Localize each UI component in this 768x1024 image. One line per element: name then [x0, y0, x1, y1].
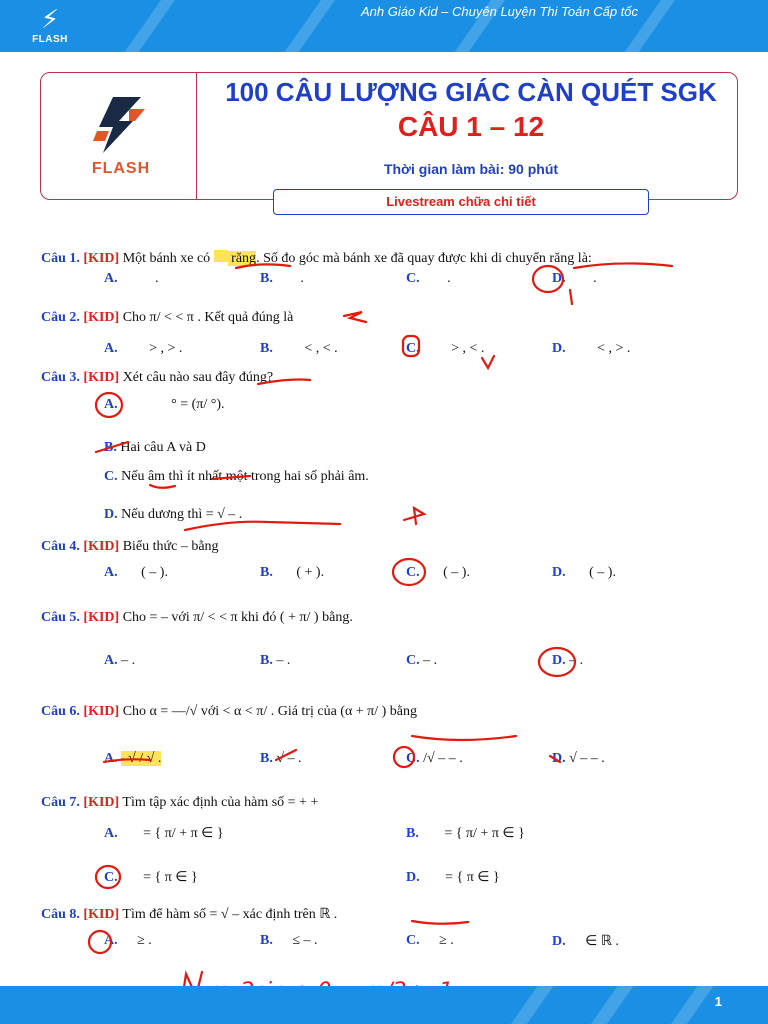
option-text: > , < .	[451, 341, 485, 356]
brand-logo	[81, 95, 161, 178]
option-letter: B.	[260, 565, 273, 580]
question-label: Câu 4.	[41, 539, 80, 554]
option-c[interactable]	[406, 565, 470, 581]
option-b[interactable]	[260, 341, 338, 357]
option-a[interactable]	[104, 565, 168, 581]
question-label: Câu 8.	[41, 907, 80, 922]
option-text: = { π ∈ }	[143, 870, 198, 885]
option-text: ° = (π/ °).	[171, 397, 225, 412]
option-a[interactable]	[104, 653, 135, 669]
option-letter: D.	[552, 341, 566, 356]
option-text: √ – .	[276, 751, 302, 766]
question-5	[41, 610, 353, 626]
document-subtitle: CÂU 1 – 12	[397, 111, 545, 142]
option-letter: D.	[552, 271, 566, 286]
option-b[interactable]	[406, 825, 525, 842]
question-text: . Số đo góc mà bánh xe đã quay được khi di chuyển răng là:	[256, 251, 592, 266]
kid-tag: [KID]	[83, 539, 120, 554]
option-a[interactable]	[104, 751, 161, 767]
option-text: Hai câu A và D	[116, 440, 206, 455]
option-text: .	[447, 271, 451, 286]
option-b[interactable]	[104, 440, 206, 456]
option-text: < , > .	[597, 341, 631, 356]
question-7	[41, 795, 318, 811]
page-number: 1	[714, 994, 722, 1009]
question-label: Câu 2.	[41, 310, 80, 325]
livestream-link[interactable]: Livestream chữa chi tiết	[273, 189, 649, 215]
question-8	[41, 906, 337, 923]
question-text: Một bánh xe có	[119, 251, 214, 266]
option-letter: C.	[104, 870, 118, 885]
option-text: .	[593, 271, 597, 286]
kid-tag: [KID]	[83, 795, 120, 810]
option-d[interactable]	[552, 271, 597, 287]
option-text: ( + ).	[296, 565, 325, 580]
option-letter: B.	[104, 440, 117, 455]
flash-bolt-icon	[89, 95, 153, 155]
kid-tag: [KID]	[83, 704, 120, 719]
question-text: Cho π/ < < π . Kết quả đúng là	[119, 310, 294, 325]
lightning-icon: ⚡	[40, 5, 60, 35]
question-text: Tìm tập xác định của hàm số = + +	[119, 795, 319, 810]
question-text: Cho α = —/√ với < α < π/ . Giá trị của (α + π/ ) bằng	[119, 704, 418, 719]
option-letter: A.	[104, 826, 118, 841]
question-4	[41, 539, 219, 555]
option-letter: B.	[406, 826, 419, 841]
kid-tag: [KID]	[83, 610, 120, 625]
option-text: ∈ ℝ .	[585, 934, 619, 949]
option-d[interactable]	[552, 653, 583, 669]
kid-tag: [KID]	[83, 370, 120, 385]
option-letter: B.	[260, 271, 273, 286]
option-letter: C.	[104, 469, 118, 484]
option-letter: B.	[260, 933, 273, 948]
option-text: ( – ).	[141, 565, 168, 580]
question-text: Tìm để hàm số = √ – xác định trên ℝ .	[119, 907, 338, 922]
option-letter: C.	[406, 751, 420, 766]
option-text: = { π ∈ }	[445, 870, 500, 885]
option-d[interactable]	[552, 933, 619, 950]
title-box	[40, 72, 738, 200]
option-letter: C.	[406, 565, 420, 580]
question-label: Câu 6.	[41, 704, 80, 719]
option-d[interactable]	[406, 869, 500, 886]
option-a[interactable]	[104, 397, 225, 413]
option-text: – .	[121, 653, 136, 668]
option-letter: D.	[552, 653, 566, 668]
option-letter: A.	[104, 397, 118, 412]
option-text: /√ – – .	[423, 751, 463, 766]
option-d[interactable]	[552, 751, 605, 767]
header-caption: Anh Giáo Kid – Chuyên Luyện Thi Toán Cấp tốc	[360, 4, 638, 19]
option-c[interactable]	[104, 869, 198, 886]
option-letter: A.	[104, 653, 118, 668]
option-letter: A.	[104, 933, 118, 948]
time-limit: Thời gian làm bài: 90 phút	[383, 161, 559, 177]
question-2	[41, 310, 293, 326]
flash-logo	[30, 6, 70, 50]
brand-text: FLASH	[91, 160, 151, 177]
option-b[interactable]	[260, 933, 318, 949]
option-c[interactable]	[406, 933, 454, 949]
option-letter: A.	[104, 271, 118, 286]
option-c[interactable]	[406, 653, 437, 669]
option-letter: D.	[552, 565, 566, 580]
option-text: Nếu âm thì ít nhất một trong hai số phải âm.	[117, 469, 369, 484]
option-text: ≥ .	[137, 933, 152, 948]
option-text: Nếu dương thì = √ – .	[117, 507, 243, 522]
option-text: ≤ – .	[292, 933, 318, 948]
option-text: ( – ).	[589, 565, 616, 580]
option-b[interactable]	[260, 271, 304, 287]
option-text: –√ / √ .	[121, 751, 162, 766]
option-b[interactable]	[260, 565, 324, 581]
question-1	[41, 250, 592, 267]
question-text: Xét câu nào sau đây đúng?	[119, 370, 274, 385]
option-text: < , < .	[304, 341, 338, 356]
option-a[interactable]	[104, 933, 152, 949]
footer-bar	[0, 986, 768, 1024]
option-text: √ – – .	[569, 751, 605, 766]
option-text: ≥ .	[439, 933, 454, 948]
divider	[196, 73, 197, 199]
option-b[interactable]	[260, 653, 290, 669]
option-text: > , > .	[149, 341, 183, 356]
kid-tag: [KID]	[83, 907, 120, 922]
question-label: Câu 1.	[41, 251, 80, 266]
option-letter: A.	[104, 751, 118, 766]
option-c[interactable]	[104, 469, 369, 485]
option-d[interactable]	[104, 507, 242, 523]
option-letter: C.	[406, 271, 420, 286]
question-label: Câu 7.	[41, 795, 80, 810]
option-text: – .	[276, 653, 291, 668]
option-b[interactable]	[260, 751, 302, 767]
option-text: ( – ).	[443, 565, 470, 580]
question-3	[41, 370, 273, 386]
option-c[interactable]	[406, 271, 451, 287]
kid-tag: [KID]	[83, 310, 120, 325]
option-text: = { π/ + π ∈ }	[143, 826, 224, 841]
option-letter: B.	[260, 653, 273, 668]
option-text: – .	[423, 653, 438, 668]
option-letter: C.	[406, 341, 420, 356]
option-a[interactable]	[104, 825, 224, 842]
option-letter: D.	[552, 934, 566, 949]
option-letter: D.	[104, 507, 118, 522]
logo-text: FLASH	[32, 34, 68, 45]
option-d[interactable]	[552, 565, 616, 581]
kid-tag: [KID]	[83, 251, 120, 266]
question-6	[41, 704, 417, 720]
option-c[interactable]	[406, 751, 463, 767]
question-text: Biểu thức – bằng	[119, 539, 219, 554]
option-text: – .	[569, 653, 584, 668]
option-letter: D.	[406, 870, 420, 885]
question-text: Cho = – với π/ < < π khi đó ( + π/ ) bằng.	[119, 610, 353, 625]
option-letter: D.	[552, 751, 566, 766]
option-c[interactable]	[406, 341, 484, 357]
question-label: Câu 5.	[41, 610, 80, 625]
option-letter: B.	[260, 341, 273, 356]
top-banner	[0, 0, 768, 52]
question-text: răng	[227, 251, 257, 266]
option-text: .	[300, 271, 304, 286]
option-a[interactable]	[104, 271, 159, 287]
option-letter: A.	[104, 565, 118, 580]
option-letter: C.	[406, 653, 420, 668]
option-letter: A.	[104, 341, 118, 356]
option-letter: C.	[406, 933, 420, 948]
highlight	[214, 250, 228, 262]
option-d[interactable]	[552, 341, 630, 357]
document-title: 100 CÂU LƯỢNG GIÁC CÀN QUÉT SGK	[225, 77, 717, 107]
question-label: Câu 3.	[41, 370, 80, 385]
option-a[interactable]	[104, 341, 182, 357]
option-text: .	[155, 271, 159, 286]
option-letter: B.	[260, 751, 273, 766]
option-text: = { π/ + π ∈ }	[444, 826, 525, 841]
